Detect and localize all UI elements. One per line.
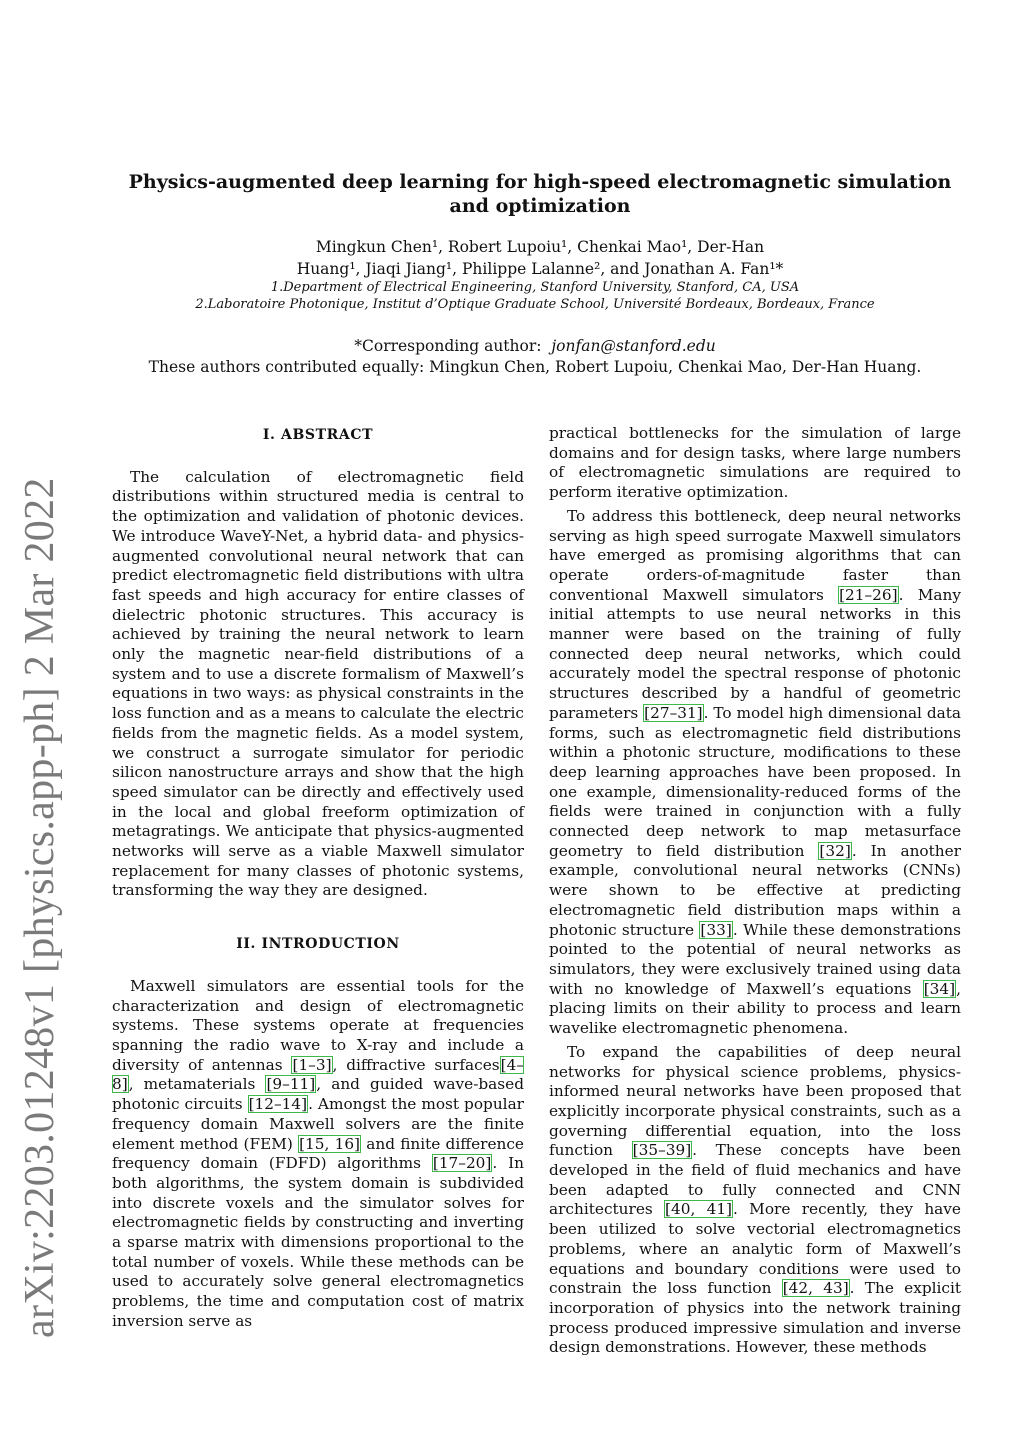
right-column <box>549 424 961 1358</box>
citation-link[interactable]: [12–14] <box>248 1095 308 1114</box>
intro-text: , placing limits on their ability to process and learn wavelike electromagnetic phenomena. <box>549 979 961 1038</box>
abstract-paragraph: The calculation of electromagnetic field distributions within structured media is central to the optimization and validation of photonic devices. We introduce WaveY-Net, a hybrid data- and physics-augmented convolutional neural network that can predict electromagnetic field distributions with ultra fast speeds and high accuracy for entire classes of dielectric photonic structures. This accuracy is achieved by training the neural network to learn only the magnetic near-field distributions of a system and to use a discrete formalism of Maxwell’s equations in two ways: as physical constraints in the loss function and as a means to calculate the electric fields from the magnetic fields. As a model system, we construct a surrogate simulator for periodic silicon nanostructure arrays and show that the high speed simulator can be directly and effectively used in the local and global freeform optimization of metagratings. We anticipate that physics-augmented networks will serve as a viable Maxwell simulator replacement for many classes of photonic systems, transforming the way they are designed. <box>112 467 524 900</box>
intro-paragraph-2 <box>549 507 961 1039</box>
citation-link[interactable]: [40, 41] <box>665 1200 733 1219</box>
intro-paragraph-1-continued: practical bottlenecks for the simulation of large domains and for design tasks, where large numbers of electromagnetic simulations are required to perform iterative optimization. <box>549 424 961 502</box>
citation-link[interactable]: [35–39] <box>632 1141 692 1160</box>
intro-text: and finite difference frequency domain (FDFD) algorithms <box>112 1134 524 1173</box>
introduction-heading: II. INTRODUCTION <box>236 936 400 953</box>
intro-text: . In another example, convolutional neural networks (CNNs) were shown to be effective at predicting electromagnetic field distribution maps within a photonic structure <box>549 841 961 939</box>
citation-link[interactable]: [42, 43] <box>782 1279 849 1298</box>
corresponding-author <box>120 336 950 357</box>
abstract-heading: I. ABSTRACT <box>262 427 374 443</box>
intro-paragraph-3 <box>549 1043 961 1358</box>
intro-text: Maxwell simulators are essential tools for the characterization and design of electromagnetic systems. These systems operate at frequencies spanning the radio wave to X-ray and include a diversity of antennas <box>112 976 524 1074</box>
citation-link[interactable]: [34] <box>923 979 956 998</box>
citation-link[interactable]: [1–3] <box>292 1055 332 1074</box>
intro-text: , diffractive surfaces <box>332 1055 500 1074</box>
intro-text: , metamaterials <box>128 1075 266 1094</box>
left-column <box>112 424 524 1332</box>
citation-link[interactable]: [4–8] <box>112 1055 525 1094</box>
citation-link[interactable]: [21–26] <box>839 585 898 604</box>
intro-text: . Amongst the most popular frequency domain Maxwell solvers are the finite element method (FEM) <box>112 1095 524 1153</box>
intro-text: . While these demonstrations pointed to the potential of neural networks as simulators, they were exclusively trained using data with no knowledge of Maxwell’s equations <box>549 920 962 998</box>
intro-text: To address this bottleneck, deep neural networks serving as high speed surrogate Maxwell simulators have emerged as promising algorithms that can operate orders-of-magnitude faster than conventional Maxwell simulators <box>549 506 961 604</box>
authors-line-2: Huang¹, Jiaqi Jiang¹, Philippe Lalanne², and Jonathan A. Fan¹* <box>296 260 784 278</box>
affiliations <box>120 279 950 313</box>
intro-text: . Many initial attempts to use neural networks in this manner were based on the training of fully connected deep neural networks, which could accurately model the spectral response of photonic structures described by a handful of geometric parameters <box>549 585 961 722</box>
intro-text: , and guided wave-based photonic circuits <box>112 1075 524 1114</box>
corresponding-label: *Corresponding author: <box>354 337 542 355</box>
citation-link[interactable]: [15, 16] <box>299 1134 361 1153</box>
intro-text: . These concepts have been developed in the field of fluid mechanics and have been adapted to fully connected and CNN architectures <box>549 1141 961 1219</box>
intro-text: . The explicit incorporation of physics into the network training process produced impressive simulation and inverse design demonstrations. However, these methods <box>549 1279 962 1357</box>
intro-paragraph-1 <box>112 977 524 1332</box>
correspondence-block <box>120 336 950 378</box>
citation-link[interactable]: [33] <box>700 920 732 939</box>
arxiv-identifier-stamp: arXiv:2203.01248v1 [physics.app-ph] 2 Mar 2022 <box>17 477 63 1338</box>
citation-link[interactable]: [9–11] <box>266 1075 316 1094</box>
intro-text: . To model high dimensional data forms, such as electromagnetic field distributions within a photonic structure, modifications to these deep learning approaches have been proposed. In one example, dimensionality-reduced forms of the fields were trained in conjunction with a fully connected deep network to map metasurface geometry to field distribution <box>549 703 961 860</box>
affiliation-1: 1.Department of Electrical Engineering, Stanford University, Stanford, CA, USA <box>270 280 800 295</box>
corresponding-email[interactable]: jonfan@stanford.edu <box>551 337 716 355</box>
intro-text: To expand the capabilities of deep neural networks for physical science problems, physics-informed neural networks have been proposed that explicitly incorporate physical constraints, such as a governing differential equation, into the loss function <box>549 1042 961 1160</box>
affiliation-2: 2.Laboratoire Photonique, Institut d’Optique Graduate School, Université Bordeaux, Bordeaux, France <box>195 297 875 312</box>
author-list <box>240 236 840 280</box>
paper-title: Physics-augmented deep learning for high-speed electromagnetic simulation and optimization <box>128 171 952 217</box>
citation-link[interactable]: [32] <box>819 841 851 860</box>
citation-link[interactable]: [17–20] <box>432 1154 492 1173</box>
equal-contribution-note: These authors contributed equally: Mingkun Chen, Robert Lupoiu, Chenkai Mao, Der-Han Huang. <box>148 358 922 376</box>
citation-link[interactable]: [27–31] <box>644 703 703 722</box>
intro-text: . More recently, they have been utilized to solve vectorial electromagnetics problems, where an analytic form of Maxwell’s equations and boundary conditions were used to constrain the loss function <box>549 1200 961 1298</box>
intro-text: . In both algorithms, the system domain is subdivided into discrete voxels and the simulator solves for electromagnetic fields by constructing and inverting a sparse matrix with dimensions proportional to the total number of voxels. While these methods can be used to accurately solve general electromagnetics problems, the time and computation cost of matrix inversion serve as <box>112 1154 524 1330</box>
authors-line-1: Mingkun Chen¹, Robert Lupoiu¹, Chenkai Mao¹, Der-Han <box>315 238 765 256</box>
